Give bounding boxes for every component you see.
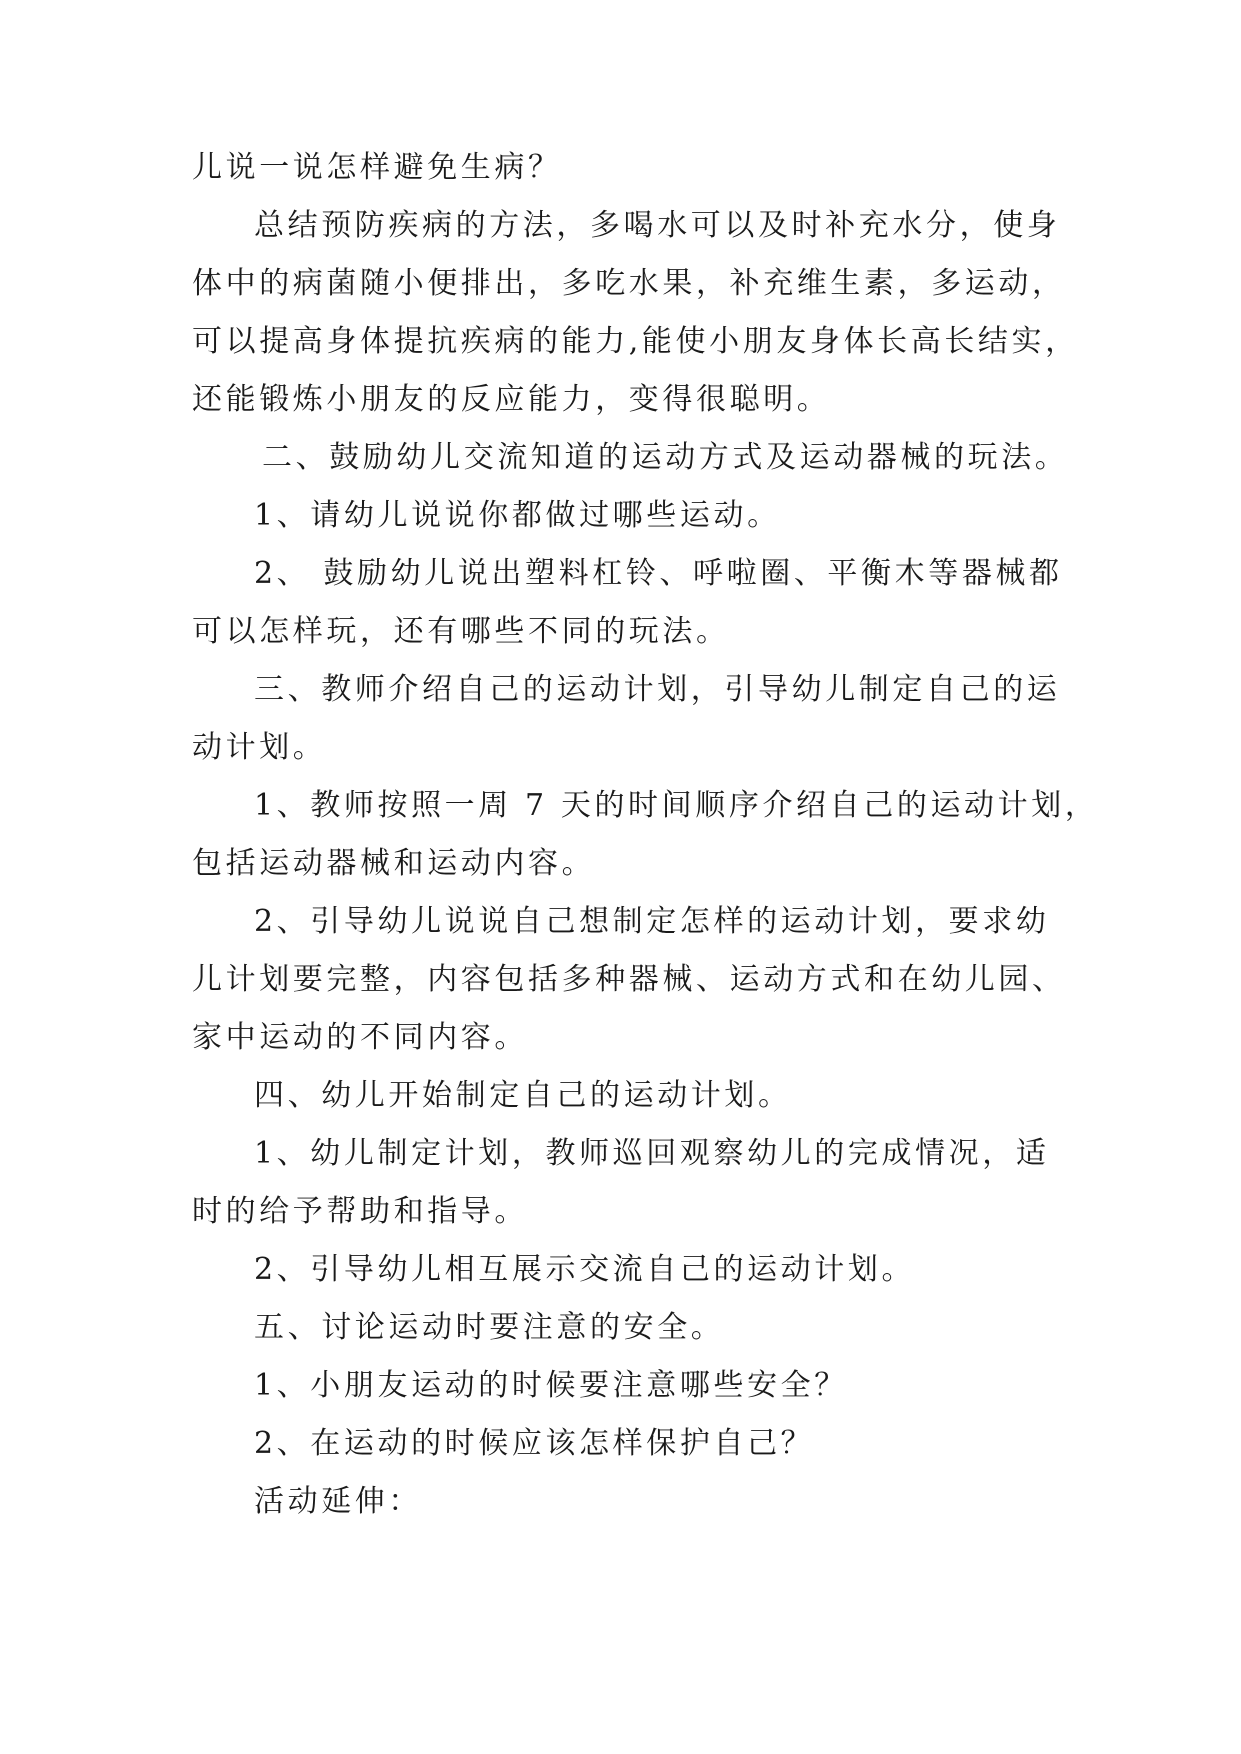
text-line: 体中的病菌随小便排出，多吃水果，补充维生素，多运动， <box>192 266 1066 301</box>
text-line: 二、鼓励幼儿交流知道的运动方式及运动器械的玩法。 <box>262 440 1069 475</box>
text-line: 总结预防疾病的方法，多喝水可以及时补充水分，使身 <box>254 208 1061 243</box>
text-line: 儿说一说怎样避免生病？ <box>192 150 562 185</box>
text-line: 1、教师按照一周 7 天的时间顺序介绍自己的运动计划， <box>254 788 1099 823</box>
text-line: 2、引导幼儿说说自己想制定怎样的运动计划，要求幼 <box>254 904 1050 939</box>
text-line: 1、请幼儿说说你都做过哪些运动。 <box>254 498 781 533</box>
text-line: 2、 鼓励幼儿说出塑料杠铃、呼啦圈、平衡木等器械都 <box>254 556 1063 591</box>
text-line: 时的给予帮助和指导。 <box>192 1194 528 1229</box>
text-line: 2、在运动的时候应该怎样保护自己？ <box>254 1426 815 1461</box>
text-line: 还能锻炼小朋友的反应能力，变得很聪明。 <box>192 382 831 417</box>
text-line: 活动延伸： <box>254 1484 422 1519</box>
text-line: 可以提高身体提抗疾病的能力,能使小朋友身体长高长结实， <box>192 324 1079 359</box>
text-line: 四、幼儿开始制定自己的运动计划。 <box>254 1078 792 1113</box>
text-line: 2、引导幼儿相互展示交流自己的运动计划。 <box>254 1252 916 1287</box>
text-line: 可以怎样玩，还有哪些不同的玩法。 <box>192 614 730 649</box>
text-line: 三、教师介绍自己的运动计划，引导幼儿制定自己的运 <box>254 672 1061 707</box>
text-line: 家中运动的不同内容。 <box>192 1020 528 1055</box>
text-line: 1、小朋友运动的时候要注意哪些安全？ <box>254 1368 848 1403</box>
text-line: 五、讨论运动时要注意的安全。 <box>254 1310 725 1345</box>
text-line: 儿计划要完整，内容包括多种器械、运动方式和在幼儿园、 <box>192 962 1066 997</box>
text-line: 动计划。 <box>192 730 327 765</box>
text-line: 1、幼儿制定计划，教师巡回观察幼儿的完成情况，适 <box>254 1136 1050 1171</box>
text-line: 包括运动器械和运动内容。 <box>192 846 596 881</box>
